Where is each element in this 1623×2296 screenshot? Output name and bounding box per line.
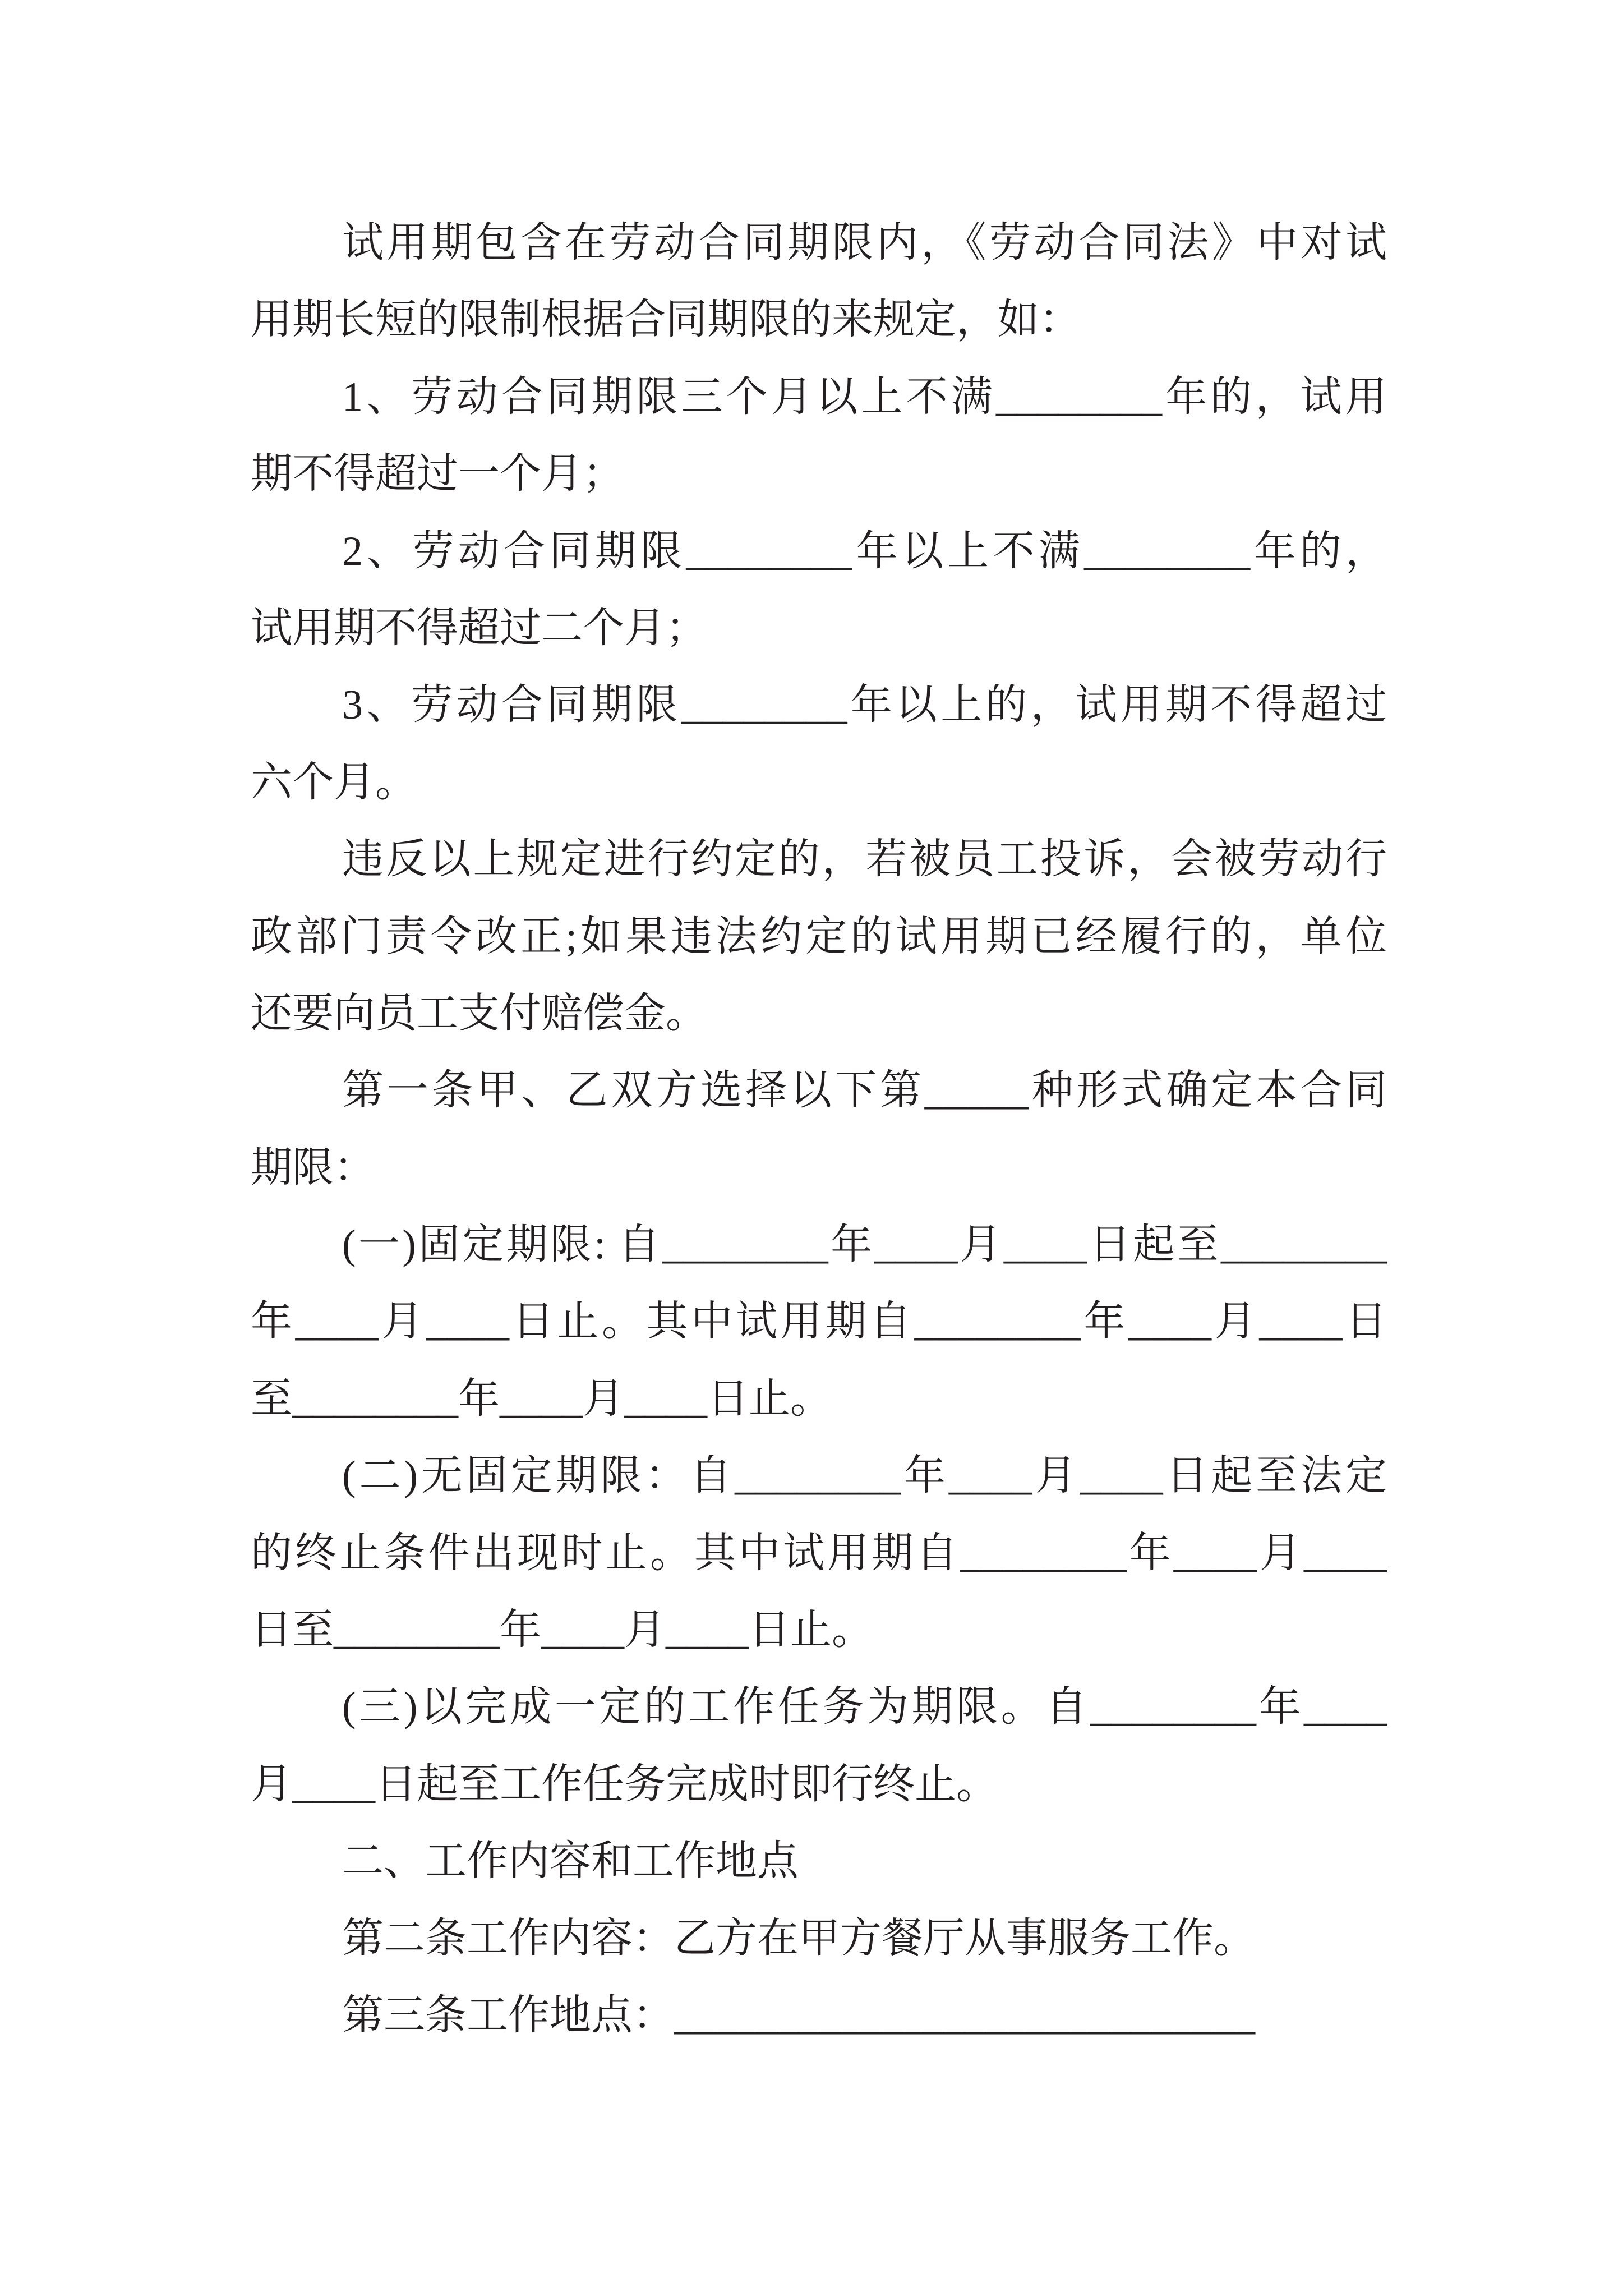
open-term-option [251,1438,1387,1669]
text-line: 政部门责令改正;如果违法约定的试用期已经履行的，单位 [251,913,1387,960]
text-line: 用期长短的限制根据合同期限的来规定，如： [251,297,1081,343]
text-line: 第三条工作地点：____________________________ [342,1992,1255,2039]
text-line: 2、劳动合同期限________年以上不满________年的， [342,528,1387,574]
section-2-heading [251,1823,1387,1900]
document-body [251,205,1387,2054]
text-line: 试用期不得超过二个月； [251,605,707,651]
text-line: 年____月____日止。其中试用期自________年____月____日 [251,1299,1387,1345]
article-1-paragraph [251,1052,1387,1207]
rule-1-paragraph [251,359,1387,513]
text-line: 3、劳动合同期限________年以上的，试用期不得超过 [342,682,1387,729]
rule-3-paragraph [251,667,1387,821]
text-line: 至________年____月____日止。 [251,1375,832,1422]
text-line: 期限： [251,1144,375,1191]
text-line: (二)无固定期限：自________年____月____日起至法定 [342,1453,1387,1499]
text-line: 试用期包含在劳动合同期限内，《劳动合同法》中对试 [342,220,1387,266]
text-line: 第一条甲、乙双方选择以下第_____种形式确定本合同 [342,1068,1387,1114]
text-line: 月____日起至工作任务完成时即行终止。 [251,1761,998,1807]
text-line: (一)固定期限: 自________年____月____日起至________ [342,1222,1387,1268]
article-3-paragraph [251,1977,1387,2054]
text-line: 违反以上规定进行约定的，若被员工投诉，会被劳动行 [342,836,1387,883]
text-line: (三)以完成一定的工作任务为期限。自________年____ [342,1684,1387,1731]
text-line: 期不得超过一个月； [251,451,624,498]
text-line: 日至________年____月____日止。 [251,1607,873,1654]
text-line: 1、劳动合同期限三个月以上不满________年的，试用 [342,374,1387,420]
text-line: 第二条工作内容：乙方在甲方餐厅从事服务工作。 [342,1915,1255,1962]
task-term-option [251,1669,1387,1823]
fixed-term-option [251,1207,1387,1438]
text-line: 的终止条件出现时止。其中试用期自________年____月____ [251,1530,1387,1576]
violation-note-paragraph [251,821,1387,1052]
text-line: 二、工作内容和工作地点 [342,1838,799,1885]
intro-paragraph [251,205,1387,359]
article-2-paragraph [251,1901,1387,1977]
rule-2-paragraph [251,513,1387,668]
text-line: 还要向员工支付赔偿金。 [251,990,707,1037]
text-line: 六个月。 [251,759,417,806]
